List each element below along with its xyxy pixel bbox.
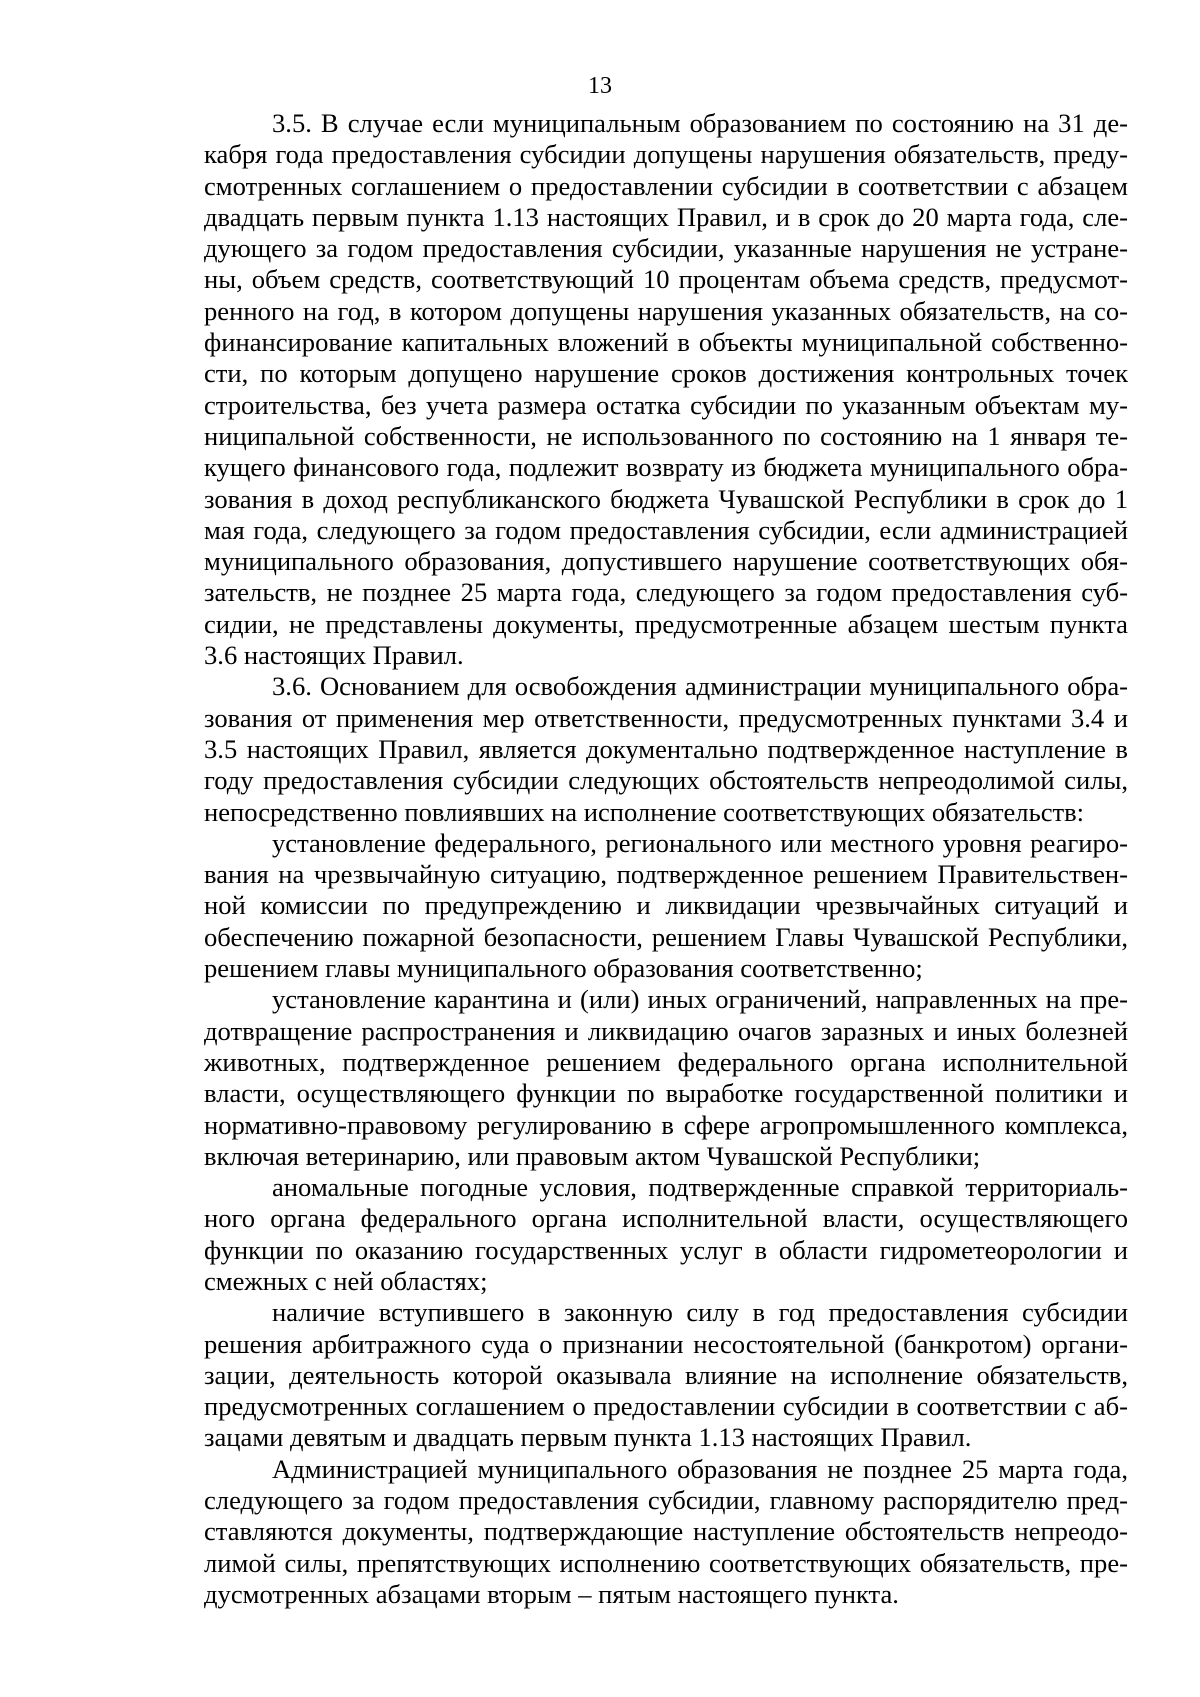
list-item-emergency: установление федерального, регионального или местного уровня реагирования на чрезвычайную ситуацию, подтвержденное решением Правительственной комиссии по предупреждению и ликвидации чрезвычайных ситуаций и обеспечению пожарной безопасности, решением Главы Чувашской Республики, решением главы муниципального образования соответственно; xyxy=(204,827,1128,984)
document-body xyxy=(204,108,1128,1610)
list-item-weather: аномальные погодные условия, подтвержденные справкой территориального органа федерального органа исполнительной власти, осуществляющего функции по оказанию государственных услуг в области гидрометеорологии и смежных с ней областях; xyxy=(204,1172,1128,1296)
page-number: 13 xyxy=(588,73,612,99)
list-item-quarantine: установление карантина и (или) иных ограничений, направленных на предотвращение распространения и ликвидацию очагов заразных и иных болезней животных, подтвержденное решением федерального органа исполнительной власти, осуществляющего функции по выработке государственной политики и нормативно-правовому регулированию в сфере агропромышленного комплекса, включая ветеринарию, или правовым актом Чувашской Республики; xyxy=(204,984,1128,1171)
list-item-bankruptcy: наличие вступившего в законную силу в год предоставления субсидии решения арбитражного суда о признании несостоятельной (банкротом) организации, деятельность которой оказывала влияние на исполнение обязательств, предусмотренных соглашением о предоставлении субсидии в соответствии с абзацами девятым и двадцать первым пункта 1.13 настоящих Правил. xyxy=(204,1297,1128,1453)
paragraph-documents: Администрацией муниципального образования не позднее 25 марта года, следующего за годом предоставления субсидии, главному распорядителю представляются документы, подтверждающие наступление обстоятельств непреодолимой силы, препятствующих исполнению соответствующих обязательств, предусмотренных абзацами вторым – пятым настоящего пункта. xyxy=(204,1453,1128,1609)
paragraph-3-5: 3.5. В случае если муниципальным образованием по состоянию на 31 декабря года предоставления субсидии допущены нарушения обязательств, предусмотренных соглашением о предоставлении субсидии в соответствии с абзацем двадцать первым пункта 1.13 настоящих Правил, и в срок до 20 марта года, следующего за годом предоставления субсидии, указанные нарушения не устранены, объем средств, соответствующий 10 процентам объема средств, предусмотренного на год, в котором допущены нарушения указанных обязательств, на софинансирование капитальных вложений в объекты муниципальной собственности, по которым допущено нарушение сроков достижения контрольных точек строительства, без учета размера остатка субсидии по указанным объектам муниципальной собственности, не использованного по состоянию на 1 января текущего финансового года, подлежит возврату из бюджета муниципального образования в доход республиканского бюджета Чувашской Республики в срок до 1 мая года, следующего за годом предоставления субсидии, если администрацией муниципального образования, допустившего нарушение соответствующих обязательств, не позднее 25 марта года, следующего за годом предоставления субсидии, не представлены документы, предусмотренные абзацем шестым пункта 3.6 настоящих Правил. xyxy=(204,108,1128,671)
paragraph-3-6: 3.6. Основанием для освобождения администрации муниципального образования от применения мер ответственности, предусмотренных пунктами 3.4 и 3.5 настоящих Правил, является документально подтвержденное наступление в году предоставления субсидии следующих обстоятельств непреодолимой силы, непосредственно повлиявших на исполнение соответствующих обязательств: xyxy=(204,671,1128,827)
